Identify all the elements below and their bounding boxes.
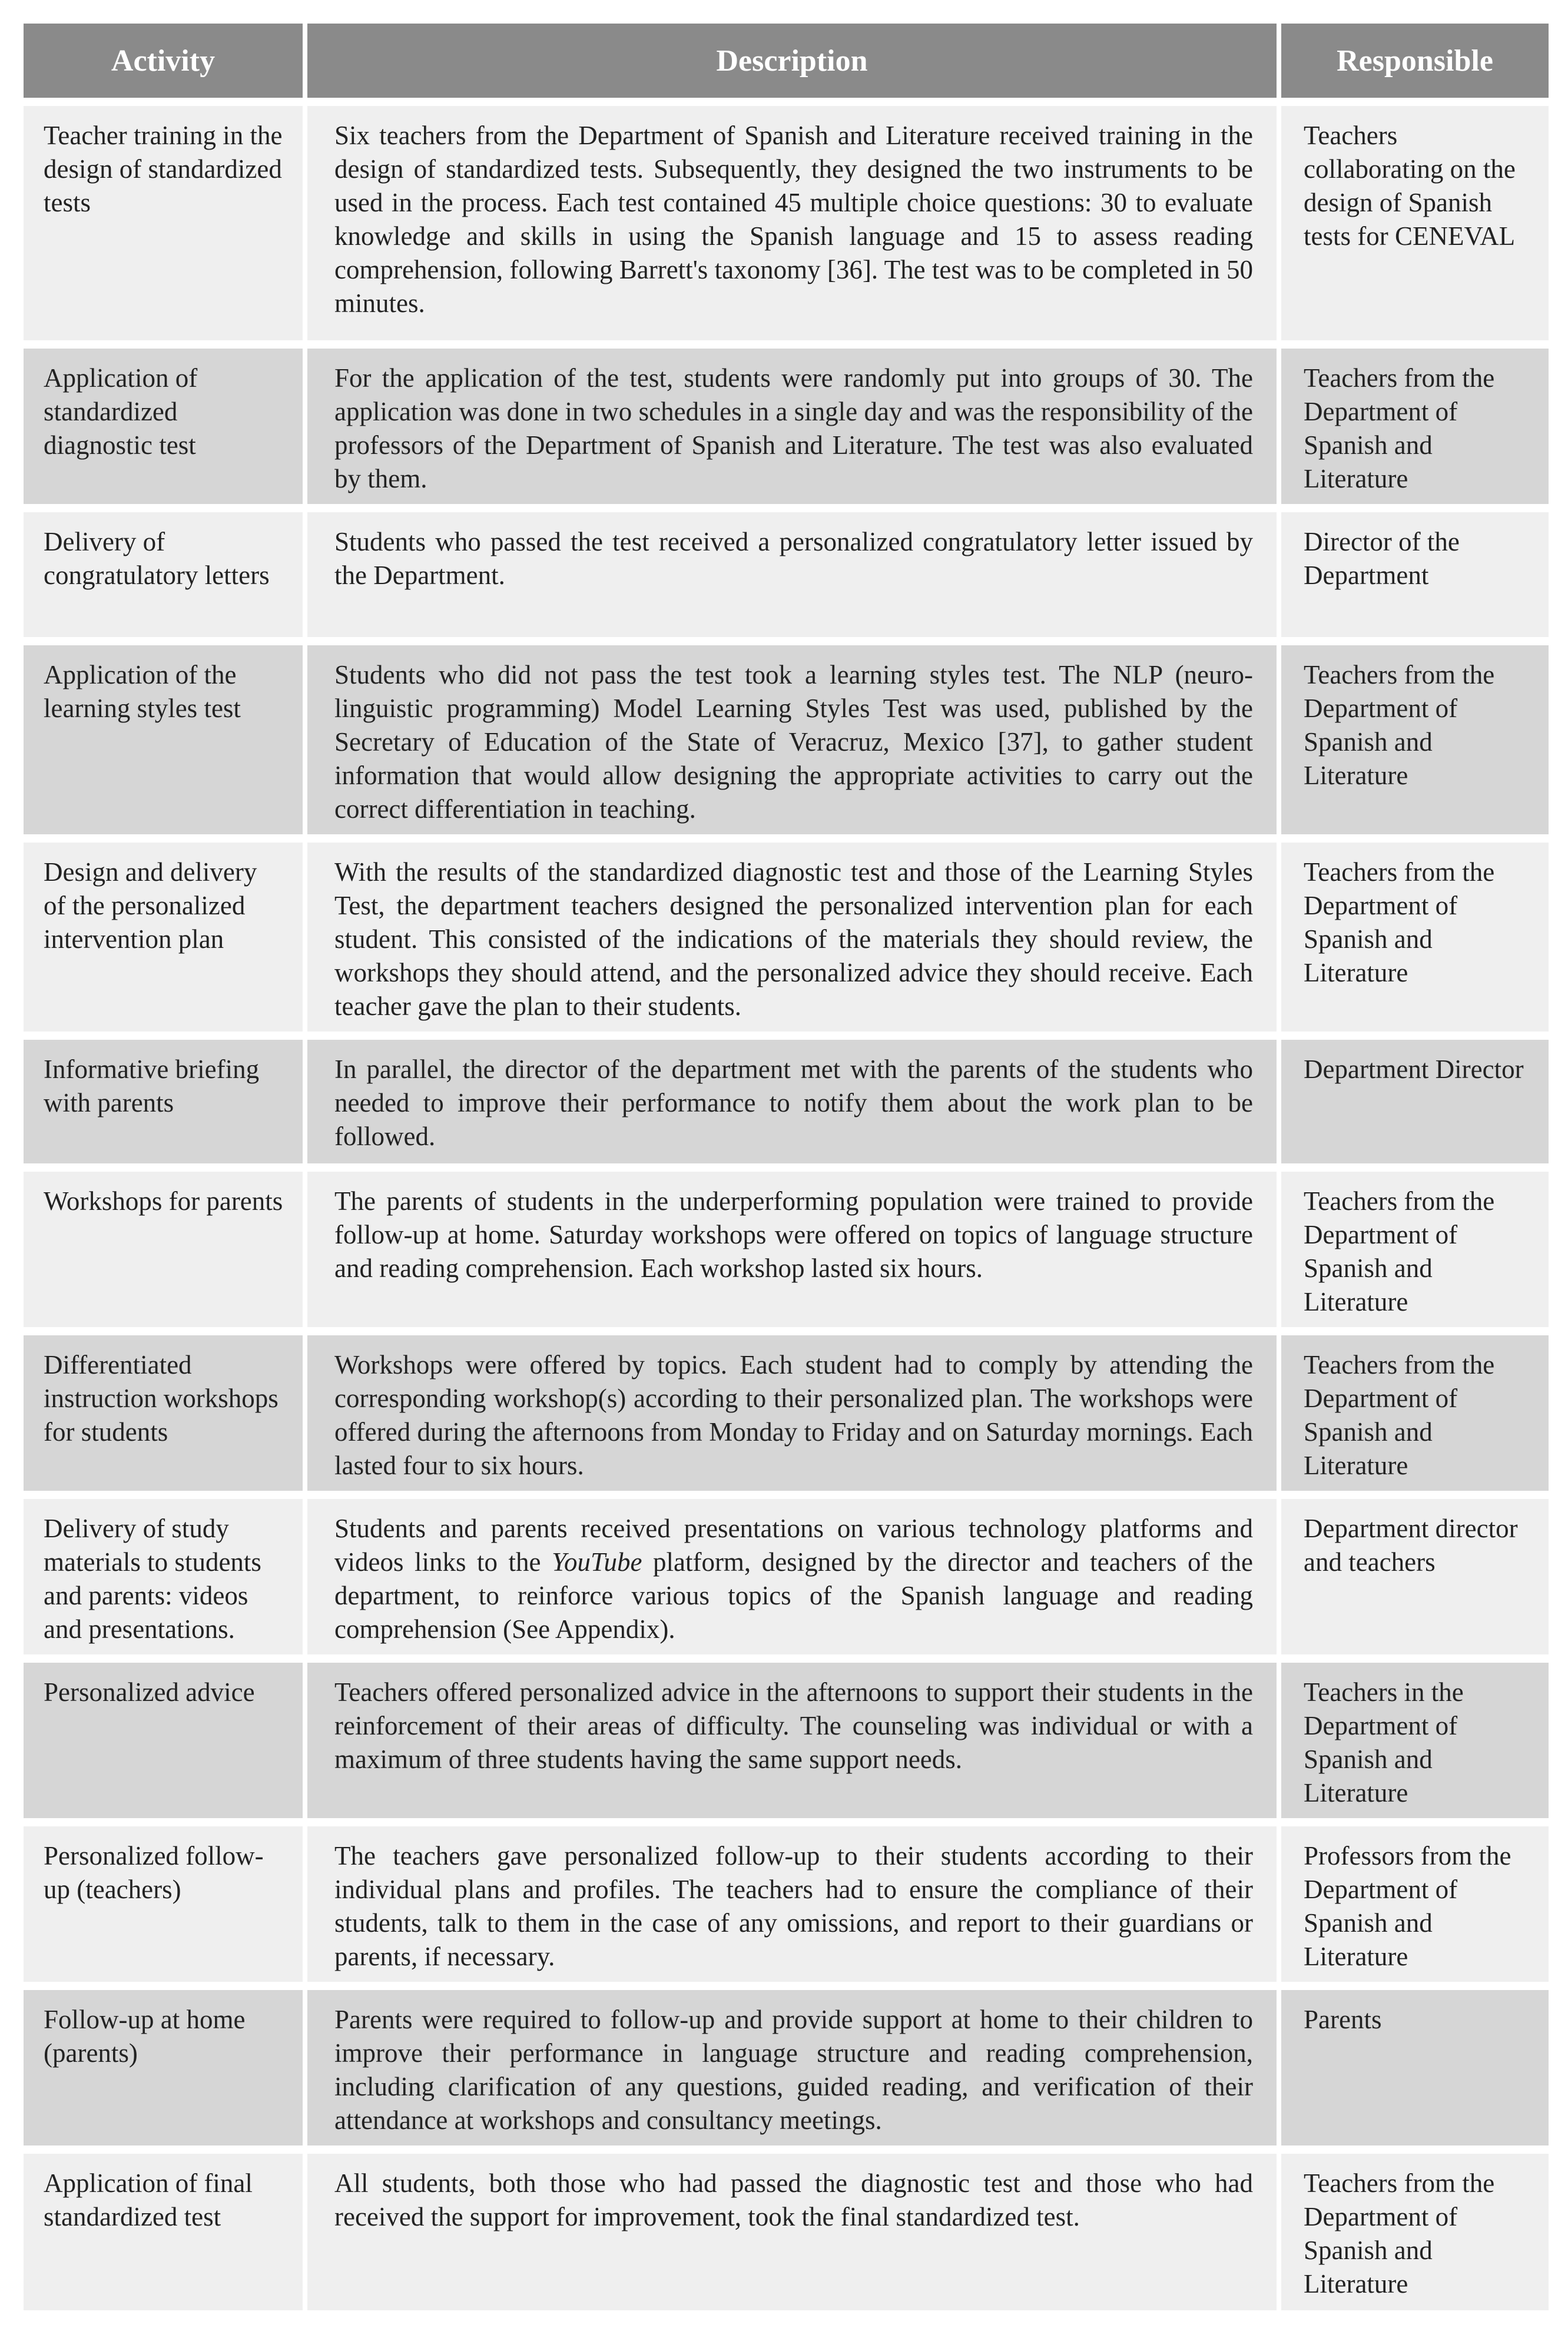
table-row <box>24 645 1549 834</box>
activity-cell: Workshops for parents <box>24 1172 307 1327</box>
table-row <box>24 512 1549 637</box>
responsible-cell: Professors from the Department of Spanish and Literature <box>1281 1826 1549 1982</box>
table-row <box>24 2154 1549 2310</box>
activity-cell: Personalized follow-up (teachers) <box>24 1826 307 1982</box>
table-body <box>24 106 1549 2310</box>
responsible-cell: Parents <box>1281 1990 1549 2145</box>
description-cell: Students who passed the test received a personalized congratulatory letter issued by the Department. <box>307 512 1281 637</box>
table-row <box>24 1663 1549 1818</box>
header-description: Description <box>307 24 1281 98</box>
header-row <box>24 24 1549 98</box>
activity-cell: Personalized advice <box>24 1663 307 1818</box>
description-cell: With the results of the standardized diagnostic test and those of the Learning Styles Test, the department teachers designed the personalized intervention plan for each student. This consisted of the indications of the materials they should review, the workshops they should attend, and the personalized advice they should receive. Each teacher gave the plan to their students. <box>307 843 1281 1032</box>
description-cell: Six teachers from the Department of Spanish and Literature received training in the design of standardized tests. Subsequently, they designed the two instruments to be used in the process. Each test contained 45 multiple choice questions: 30 to evaluate knowledge and skills in using the Spanish language and 15 to assess reading comprehension, following Barrett's taxonomy [36]. The test was to be completed in 50 minutes. <box>307 106 1281 340</box>
description-text: platform, designed by the director and teachers of the department, to reinforce various topics of the Spanish language and reading comprehension (See Appendix). <box>334 1547 1253 1644</box>
responsible-cell: Teachers collaborating on the design of Spanish tests for CENEVAL <box>1281 106 1549 340</box>
responsible-cell: Teachers from the Department of Spanish and Literature <box>1281 349 1549 504</box>
description-cell: The teachers gave personalized follow-up to their students according to their individual plans and profiles. The teachers had to ensure the compliance of their students, talk to them in the case of any omissions, and report to their guardians or parents, if necessary. <box>307 1826 1281 1982</box>
header-activity: Activity <box>24 24 307 98</box>
activity-cell: Differentiated instruction workshops for students <box>24 1335 307 1491</box>
table-row <box>24 349 1549 504</box>
description-cell: The parents of students in the underperforming population were trained to provide follow-up at home. Saturday workshops were offered on topics of language structure and reading comprehension. Each workshop lasted six hours. <box>307 1172 1281 1327</box>
description-cell <box>307 1499 1281 1654</box>
table-row <box>24 1826 1549 1982</box>
responsible-cell: Teachers from the Department of Spanish and Literature <box>1281 843 1549 1032</box>
activity-cell: Delivery of congratulatory letters <box>24 512 307 637</box>
responsible-cell: Teachers from the Department of Spanish and Literature <box>1281 1172 1549 1327</box>
activity-cell: Design and delivery of the personalized intervention plan <box>24 843 307 1032</box>
table-row <box>24 106 1549 340</box>
table-header <box>24 24 1549 98</box>
description-cell: Teachers offered personalized advice in the afternoons to support their students in the reinforcement of their areas of difficulty. The counseling was individual or with a maximum of three students having the same support needs. <box>307 1663 1281 1818</box>
table-row <box>24 1040 1549 1163</box>
activity-cell: Follow-up at home (parents) <box>24 1990 307 2145</box>
table-row <box>24 1990 1549 2145</box>
responsible-cell: Teachers in the Department of Spanish and Literature <box>1281 1663 1549 1818</box>
responsible-cell: Teachers from the Department of Spanish and Literature <box>1281 1335 1549 1491</box>
table-row <box>24 1335 1549 1491</box>
description-cell: In parallel, the director of the department met with the parents of the students who needed to improve their performance to notify them about the work plan to be followed. <box>307 1040 1281 1163</box>
activity-cell: Application of standardized diagnostic test <box>24 349 307 504</box>
activity-cell: Delivery of study materials to students and parents: videos and presentations. <box>24 1499 307 1654</box>
responsible-cell: Teachers from the Department of Spanish and Literature <box>1281 645 1549 834</box>
activity-cell: Teacher training in the design of standardized tests <box>24 106 307 340</box>
description-cell: For the application of the test, students were randomly put into groups of 30. The application was done in two schedules in a single day and was the responsibility of the professors of the Department of Spanish and Literature. The test was also evaluated by them. <box>307 349 1281 504</box>
table-row <box>24 1172 1549 1327</box>
responsible-cell: Director of the Department <box>1281 512 1549 637</box>
activities-table-container <box>24 24 1549 2319</box>
activity-cell: Application of the learning styles test <box>24 645 307 834</box>
table-row <box>24 843 1549 1032</box>
responsible-cell: Department director and teachers <box>1281 1499 1549 1654</box>
youtube-text: YouTube <box>552 1547 642 1577</box>
description-cell: All students, both those who had passed the diagnostic test and those who had received the support for improvement, took the final standardized test. <box>307 2154 1281 2310</box>
description-text: Students and parents received presentations on various technology platforms and videos links to the <box>334 1514 1253 1577</box>
responsible-cell: Teachers from the Department of Spanish and Literature <box>1281 2154 1549 2310</box>
header-responsible: Responsible <box>1281 24 1549 98</box>
activity-cell: Application of final standardized test <box>24 2154 307 2310</box>
description-cell: Workshops were offered by topics. Each student had to comply by attending the corresponding workshop(s) according to their personalized plan. The workshops were offered during the afternoons from Monday to Friday and on Saturday mornings. Each lasted four to six hours. <box>307 1335 1281 1491</box>
responsible-cell: Department Director <box>1281 1040 1549 1163</box>
description-cell: Parents were required to follow-up and provide support at home to their children to improve their performance in language structure and reading comprehension, including clarification of any questions, guided reading, and verification of their attendance at workshops and consultancy meetings. <box>307 1990 1281 2145</box>
activities-table <box>24 15 1549 2319</box>
table-row <box>24 1499 1549 1654</box>
description-cell: Students who did not pass the test took a learning styles test. The NLP (neuro-linguistic programming) Model Learning Styles Test was used, published by the Secretary of Education of the State of Veracruz, Mexico [37], to gather student information that would allow designing the appropriate activities to carry out the correct differentiation in teaching. <box>307 645 1281 834</box>
activity-cell: Informative briefing with parents <box>24 1040 307 1163</box>
